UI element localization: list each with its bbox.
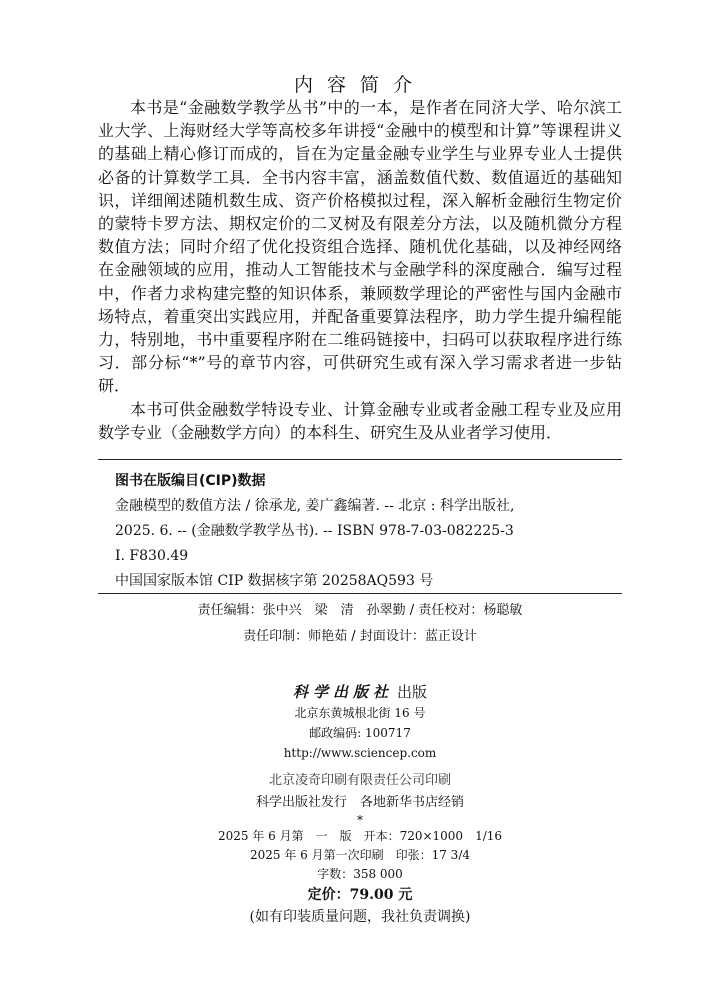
publisher-name: 科学出版社 xyxy=(292,683,393,701)
separator-star: * xyxy=(357,813,363,827)
price: 定价：79.00 元 xyxy=(307,887,413,903)
cip-line: I. F830.49 xyxy=(115,548,189,564)
production-credits: 责任印制：师艳茹 / 封面设计：蓝正设计 xyxy=(243,629,477,644)
cip-top-rule xyxy=(98,459,622,460)
edition-line: 2025 年 6 月第 一 版 开本：720×1000 1/16 xyxy=(217,829,503,843)
publisher-website[interactable]: http://www.sciencep.com xyxy=(283,746,437,760)
editor-credits: 责任编辑：张中兴 梁 清 孙翠勤 / 责任校对：杨聪敏 xyxy=(197,603,523,618)
intro-title: 内容简介 xyxy=(293,74,426,96)
word-count: 字数：358 000 xyxy=(317,867,403,881)
publisher-address: 北京东黄城根北街 16 号 xyxy=(294,706,426,720)
cip-bottom-rule xyxy=(98,593,622,594)
publisher-postcode: 邮政编码: 100717 xyxy=(309,726,411,740)
cip-line: 金融模型的数值方法 / 徐承龙, 姜广鑫编著. -- 北京 : 科学出版社, xyxy=(115,498,515,514)
printer-line: 北京凌奇印刷有限责任公司印刷 xyxy=(268,773,451,788)
intro-body xyxy=(98,96,622,444)
intro-paragraph-2: 本书可供金融数学特设专业、计算金融专业或者金融工程专业及应用数学专业（金融数学方向）的本科生、研究生及从业者学习使用． xyxy=(98,399,622,442)
cip-line: 中国国家版本馆 CIP 数据核字第 20258AQ593 号 xyxy=(115,573,434,589)
printing-line: 2025 年 6 月第一次印刷 印张：17 3/4 xyxy=(249,848,470,862)
credits-block xyxy=(0,598,720,650)
publisher-suffix: 出版 xyxy=(397,683,428,701)
cip-block xyxy=(115,494,620,594)
quality-notice: (如有印装质量问题，我社负责调换) xyxy=(249,909,471,925)
cip-heading: 图书在版编目(CIP)数据 xyxy=(115,473,266,489)
publisher-block xyxy=(0,682,720,928)
distribution-line: 科学出版社发行 各地新华书店经销 xyxy=(255,795,464,810)
cip-line: 2025. 6. -- (金融数学教学丛书). -- ISBN 978-7-03-082225-3 xyxy=(115,523,514,539)
intro-paragraph-1: 本书是“金融数学教学丛书”中的一本，是作者在同济大学、哈尔滨工业大学、上海财经大学等高校多年讲授“金融中的模型和计算”等课程讲义的基础上精心修订而成的，旨在为定量金融专业学生与业界专业人士提供必备的计算数学工具．全书内容丰富，涵盖数值代数、数值逼近的基础知识，详细阐述随机数生成、资产价格模拟过程，深入解析金融衍生物定价的蒙特卡罗方法、期权定价的二叉树及有限差分方法，以及随机微分方程数值方法；同时介绍了优化投资组合选择、随机优化基础，以及神经网络在金融领域的应用，推动人工智能技术与金融学科的深度融合．编写过程中，作者力求构建完整的知识体系，兼顾数学理论的严密性与国内金融市场特点，着重突出实践应用，并配备重要算法程序，助力学生提升编程能力，特别地，书中重要程序附在二维码链接中，扫码可以获取程序进行练习．部分标“*”号的章节内容，可供研究生或有深入学习需求者进一步钻研． xyxy=(98,98,622,396)
